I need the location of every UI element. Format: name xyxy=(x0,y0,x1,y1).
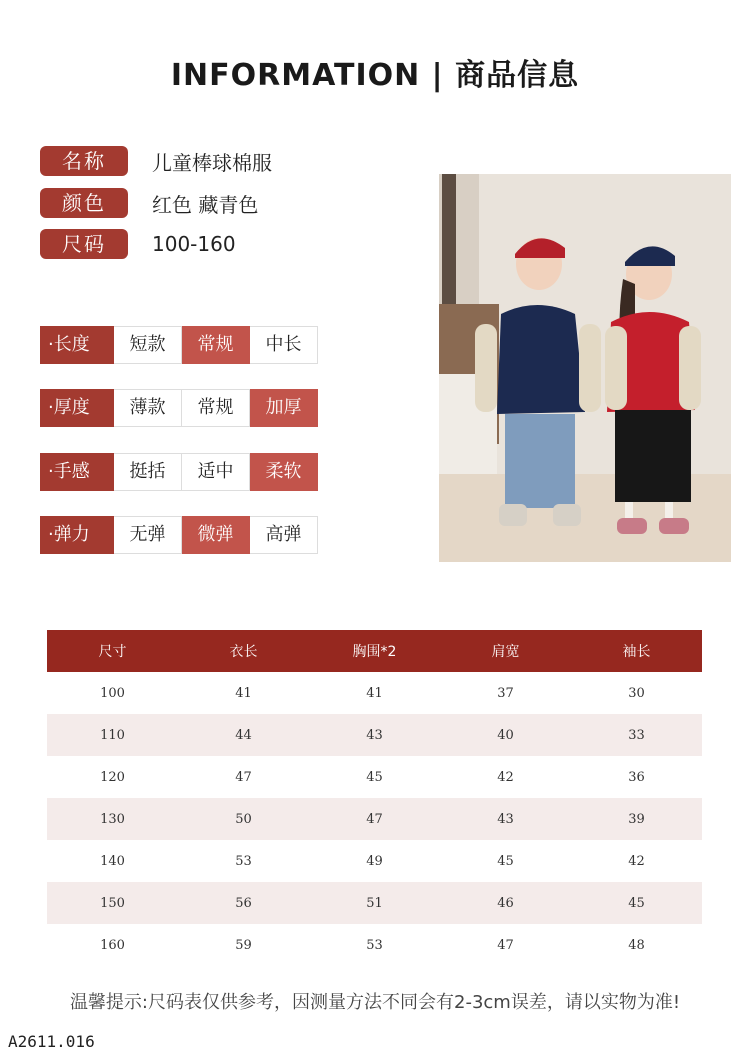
table-header-cell: 胸围*2 xyxy=(309,630,440,672)
info-row-size xyxy=(40,229,236,259)
table-cell: 42 xyxy=(628,853,645,869)
attr-option: 无弹 xyxy=(114,516,182,554)
info-value: 儿童棒球棉服 xyxy=(152,150,272,175)
table-header-cell: 袖长 xyxy=(571,630,702,672)
table-header-row xyxy=(47,630,702,672)
attr-label: ·手感 xyxy=(40,453,114,491)
table-cell: 47 xyxy=(309,798,440,840)
info-label: 尺码 xyxy=(40,229,128,259)
attr-option: 适中 xyxy=(182,453,250,491)
info-row-color xyxy=(40,188,258,218)
table-cell: 39 xyxy=(571,798,702,840)
table-cell: 45 xyxy=(366,769,383,785)
attr-option-selected: 加厚 xyxy=(250,389,318,427)
table-row xyxy=(47,840,702,882)
table-cell: 47 xyxy=(497,937,514,953)
table-cell: 43 xyxy=(440,798,571,840)
info-row-name xyxy=(40,146,272,176)
table-cell: 41 xyxy=(366,685,383,701)
attr-option: 短款 xyxy=(114,326,182,364)
table-cell: 42 xyxy=(497,769,514,785)
table-cell: 36 xyxy=(628,769,645,785)
size-tip-note: 温馨提示:尺码表仅供参考，因测量方法不同会有2-3cm误差，请以实物为准! xyxy=(69,992,681,1013)
product-photo xyxy=(439,174,731,562)
table-header-cell: 尺寸 xyxy=(47,630,178,672)
attr-option: 薄款 xyxy=(114,389,182,427)
table-cell: 140 xyxy=(100,853,125,869)
info-value: 红色 藏青色 xyxy=(152,192,259,217)
info-label: 名称 xyxy=(40,146,128,176)
table-cell: 56 xyxy=(178,882,309,924)
table-cell: 130 xyxy=(47,798,178,840)
info-label: 颜色 xyxy=(40,188,128,218)
table-cell: 53 xyxy=(366,937,383,953)
attr-option-selected: 柔软 xyxy=(250,453,318,491)
table-cell: 45 xyxy=(497,853,514,869)
info-value: 100-160 xyxy=(152,232,236,256)
table-cell: 150 xyxy=(47,882,178,924)
table-row xyxy=(47,924,702,966)
table-cell: 120 xyxy=(100,769,125,785)
attr-option-selected: 微弹 xyxy=(182,516,250,554)
table-cell: 46 xyxy=(440,882,571,924)
table-cell: 53 xyxy=(235,853,252,869)
table-row xyxy=(47,798,702,840)
table-header-cell: 衣长 xyxy=(178,630,309,672)
table-cell: 100 xyxy=(100,685,125,701)
attr-option: 常规 xyxy=(182,389,250,427)
table-header-cell: 肩宽 xyxy=(440,630,571,672)
attr-row-elasticity xyxy=(40,516,318,554)
table-cell: 50 xyxy=(178,798,309,840)
product-code: A2611.016 xyxy=(8,1032,95,1051)
table-cell: 51 xyxy=(309,882,440,924)
table-row xyxy=(47,714,702,756)
table-cell: 40 xyxy=(440,714,571,756)
table-row xyxy=(47,756,702,798)
attr-option: 中长 xyxy=(250,326,318,364)
table-cell: 59 xyxy=(235,937,252,953)
table-cell: 43 xyxy=(309,714,440,756)
table-cell: 160 xyxy=(100,937,125,953)
table-cell: 47 xyxy=(235,769,252,785)
table-cell: 33 xyxy=(571,714,702,756)
table-row xyxy=(47,882,702,924)
size-chart-table xyxy=(47,630,702,966)
attr-option: 高弹 xyxy=(250,516,318,554)
attr-label: ·长度 xyxy=(40,326,114,364)
attr-option-selected: 常规 xyxy=(182,326,250,364)
page-title: INFORMATION | 商品信息 xyxy=(170,58,580,93)
table-cell: 48 xyxy=(628,937,645,953)
attr-row-feel xyxy=(40,453,318,491)
table-cell: 37 xyxy=(497,685,514,701)
attr-row-length xyxy=(40,326,318,364)
table-cell: 44 xyxy=(178,714,309,756)
attr-option: 挺括 xyxy=(114,453,182,491)
attr-row-thickness xyxy=(40,389,318,427)
table-cell: 49 xyxy=(366,853,383,869)
table-cell: 45 xyxy=(571,882,702,924)
table-row xyxy=(47,672,702,714)
table-cell: 41 xyxy=(235,685,252,701)
attr-label: ·厚度 xyxy=(40,389,114,427)
attr-label: ·弹力 xyxy=(40,516,114,554)
table-cell: 30 xyxy=(628,685,645,701)
table-cell: 110 xyxy=(47,714,178,756)
